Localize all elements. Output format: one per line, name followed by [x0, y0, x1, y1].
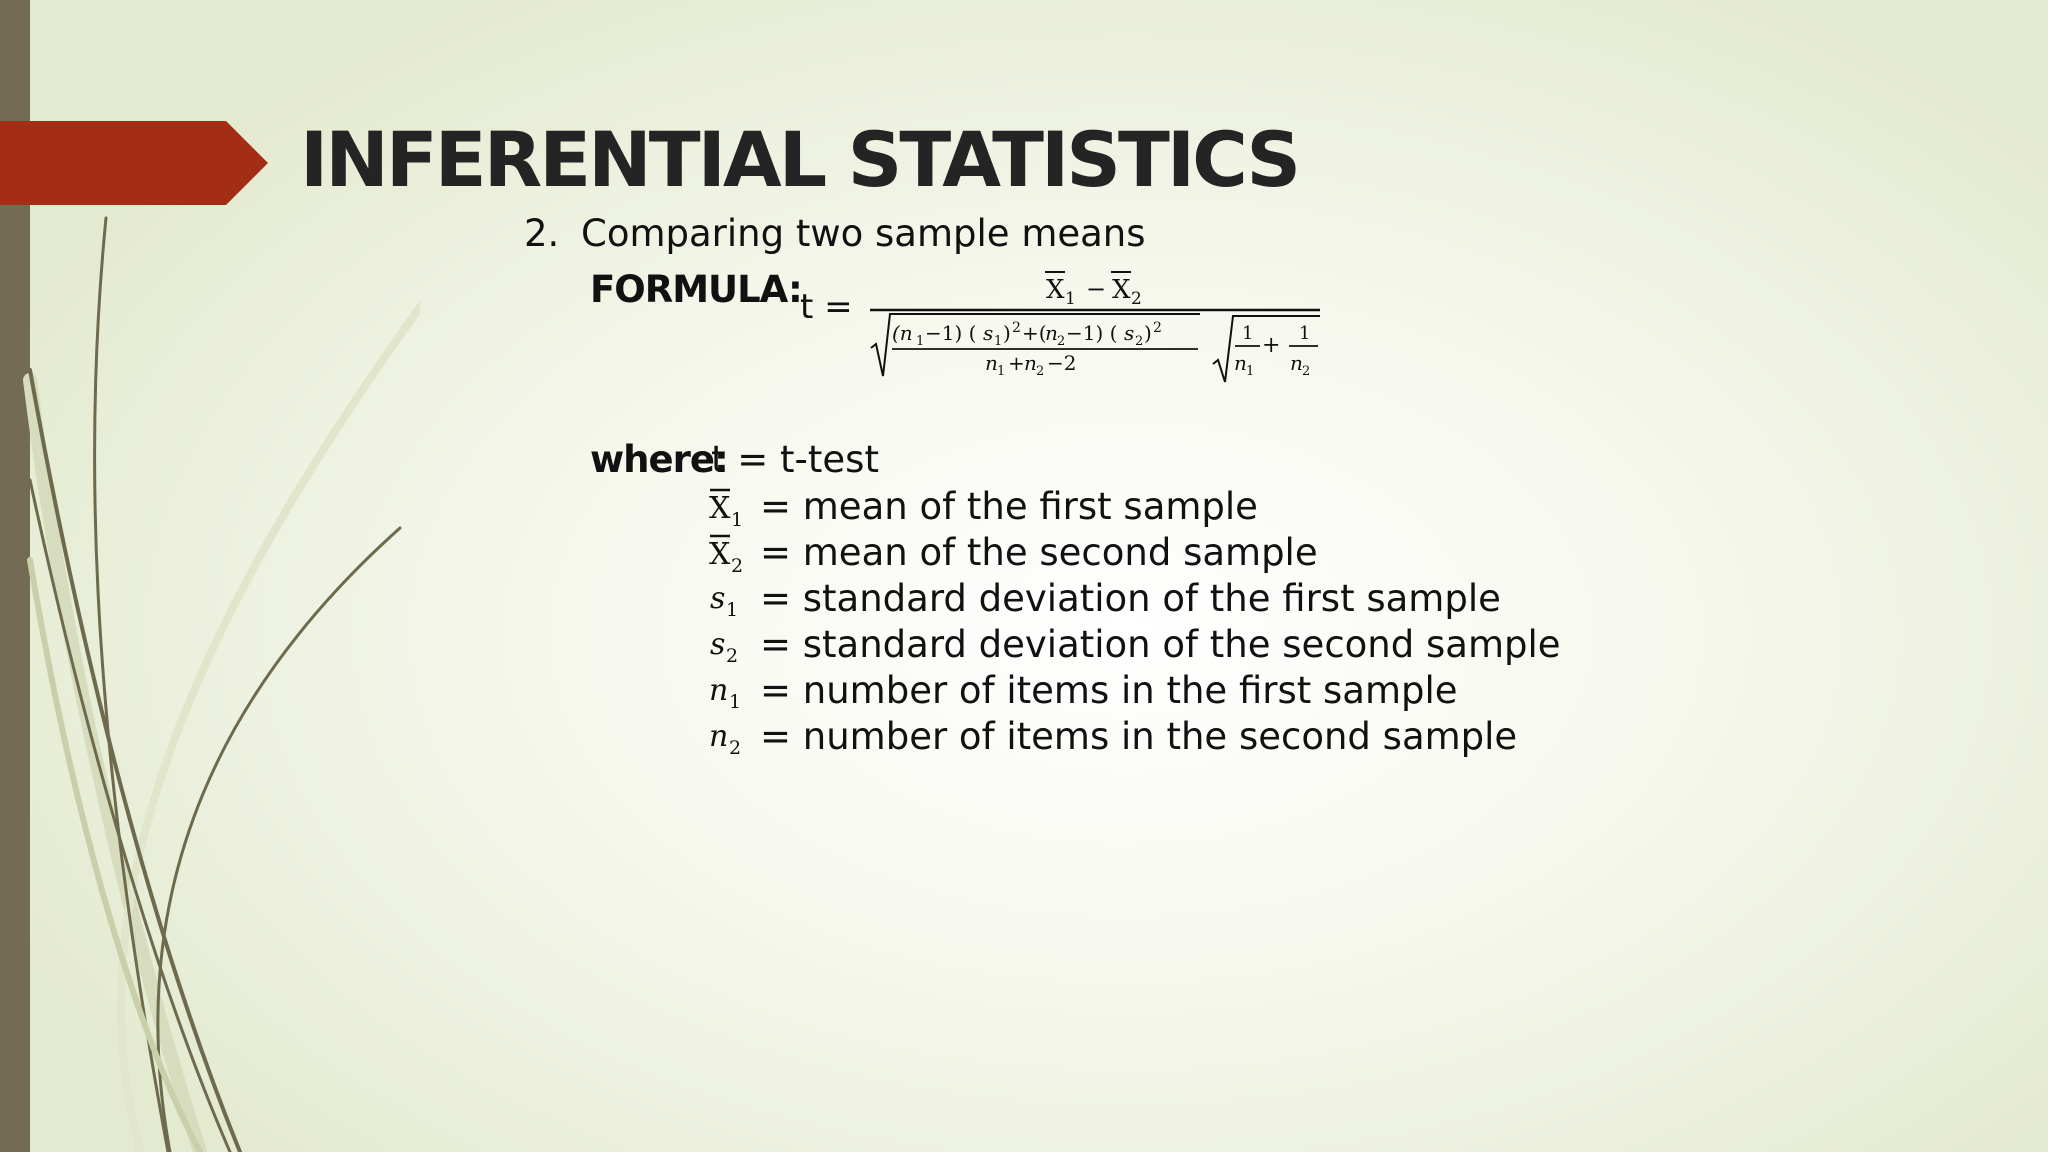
svg-text:s: s — [710, 581, 726, 616]
svg-text:n: n — [1234, 351, 1247, 375]
symbol-s-2 — [708, 622, 754, 668]
formula-lhs: t = — [800, 287, 853, 327]
svg-text:2: 2 — [1036, 364, 1045, 379]
svg-text:2: 2 — [729, 737, 742, 759]
svg-text:n: n — [985, 351, 998, 375]
symbol-n-1 — [708, 668, 754, 714]
svg-text:2: 2 — [1131, 289, 1142, 309]
svg-text:−1) (: −1) ( — [1066, 321, 1118, 345]
svg-text:1: 1 — [731, 509, 744, 530]
title-banner — [0, 121, 268, 205]
formula-denominator-right — [1213, 316, 1320, 382]
svg-text:2: 2 — [1057, 334, 1066, 349]
svg-text:s: s — [710, 627, 726, 662]
formula-label: FORMULA: — [590, 268, 802, 311]
svg-text:1: 1 — [994, 334, 1003, 349]
svg-text:2: 2 — [1153, 320, 1162, 336]
svg-text:+: + — [1008, 351, 1025, 375]
svg-text:n: n — [1045, 321, 1058, 345]
definition-text: = standard deviation of the second sample — [760, 623, 1561, 666]
symbol-xbar-1 — [708, 484, 754, 530]
symbol-s-1 — [708, 576, 754, 622]
list-item-number: 2. — [524, 212, 560, 255]
svg-text:): ) — [1144, 321, 1152, 345]
svg-text:2: 2 — [1135, 334, 1144, 349]
definition-text: = number of items in the second sample — [760, 715, 1518, 758]
list-item — [524, 212, 1146, 255]
svg-text:(n: (n — [892, 321, 913, 345]
svg-text:1: 1 — [916, 334, 925, 349]
svg-text:X: X — [709, 537, 731, 572]
svg-text:s: s — [983, 321, 994, 345]
definition-text: = mean of the second sample — [760, 531, 1318, 574]
svg-text:): ) — [1003, 321, 1011, 345]
svg-text:2: 2 — [1012, 320, 1021, 336]
formula-denominator-left — [871, 314, 1200, 379]
svg-text:−2: −2 — [1047, 351, 1077, 375]
svg-text:1: 1 — [1299, 323, 1311, 344]
svg-text:2: 2 — [731, 555, 744, 576]
definition-text: = mean of the first sample — [760, 485, 1258, 528]
svg-text:s: s — [1124, 321, 1135, 345]
svg-text:2: 2 — [1302, 364, 1311, 379]
svg-text:1: 1 — [1065, 289, 1076, 309]
symbol-n-2 — [708, 714, 754, 760]
svg-text:1: 1 — [726, 599, 739, 621]
svg-text:1: 1 — [997, 364, 1006, 379]
where-label: where: — [590, 438, 728, 481]
symbol-xbar-2 — [708, 530, 754, 576]
definition-text: = number of items in the first sample — [760, 669, 1458, 712]
svg-text:−: − — [1086, 275, 1107, 303]
svg-text:−1) (: −1) ( — [925, 321, 977, 345]
svg-text:n: n — [1024, 351, 1037, 375]
svg-text:2: 2 — [726, 645, 739, 667]
svg-text:n: n — [1290, 351, 1303, 375]
svg-text:1: 1 — [1246, 364, 1255, 379]
t-definition: t = t-test — [711, 438, 879, 481]
svg-text:n: n — [709, 673, 729, 708]
formula-numerator — [1045, 272, 1142, 309]
svg-text:n: n — [709, 719, 729, 754]
definition-text: = standard deviation of the first sample — [760, 577, 1501, 620]
svg-text:X: X — [1046, 275, 1065, 305]
t-test-formula — [800, 264, 1330, 384]
svg-text:+(: +( — [1022, 321, 1047, 345]
slide-title: INFERENTIAL STATISTICS — [300, 115, 1299, 204]
svg-text:+: + — [1262, 333, 1281, 358]
svg-text:1: 1 — [729, 691, 742, 713]
svg-text:X: X — [709, 491, 731, 526]
list-item-text: Comparing two sample means — [581, 212, 1146, 255]
svg-text:X: X — [1112, 275, 1131, 305]
svg-text:1: 1 — [1242, 323, 1254, 344]
